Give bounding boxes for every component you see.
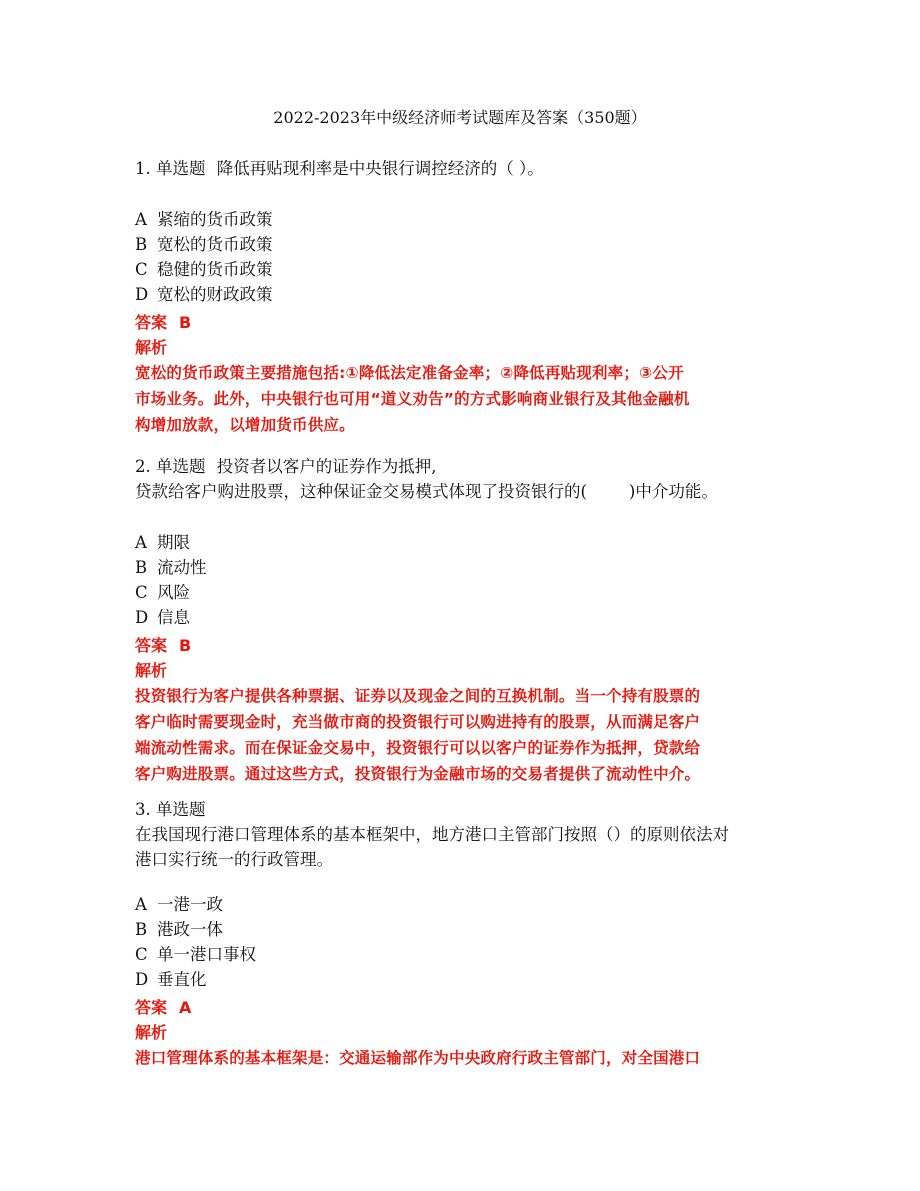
question-block-1 [135, 156, 790, 438]
options-list [135, 892, 790, 992]
answer-value: A [179, 998, 192, 1017]
option-letter: A [135, 895, 147, 914]
option-d [135, 967, 790, 992]
analysis-line: 客户购进股票。通过这些方式，投资银行为金融市场的交易者提供了流动性中介。 [135, 765, 701, 783]
question-number: 2. [135, 457, 151, 476]
option-text: 期限 [157, 533, 190, 552]
option-letter: D [135, 608, 149, 627]
question-stem [135, 156, 790, 181]
question-type: 单选题 [156, 800, 206, 819]
analysis-text [135, 683, 790, 787]
option-a [135, 207, 790, 232]
answer-value: B [179, 313, 192, 332]
option-c [135, 942, 790, 967]
analysis-label: 解析 [135, 1023, 168, 1042]
answer-label: 答案 [135, 998, 168, 1017]
analysis-line: 客户临时需要现金时，充当做市商的投资银行可以购进持有的股票，从而满足客户 [135, 713, 701, 731]
option-b [135, 555, 790, 580]
analysis-line: 港口管理体系的基本框架是：交通运输部作为中央政府行政主管部门，对全国港口 [135, 1049, 701, 1067]
analysis-text [135, 1045, 790, 1071]
option-text: 稳健的货币政策 [157, 260, 273, 279]
option-text: 信息 [157, 608, 190, 627]
option-d [135, 282, 790, 307]
answer-line [135, 633, 790, 658]
analysis-line: 市场业务。此外，中央银行也可用“道义劝告”的方式影响商业银行及其他金融机 [135, 390, 690, 408]
question-stem-line: 在我国现行港口管理体系的基本框架中，地方港口主管部门按照（）的原则依法对 [135, 825, 729, 844]
question-stem [135, 797, 790, 872]
option-text: 单一港口事权 [157, 945, 256, 964]
option-b [135, 232, 790, 257]
option-text: 宽松的财政政策 [157, 285, 273, 304]
option-d [135, 605, 790, 630]
question-stem-line: 投资者以客户的证券作为抵押, [216, 457, 437, 476]
option-c [135, 257, 790, 282]
option-text: 垂直化 [157, 970, 207, 989]
question-type: 单选题 [156, 457, 206, 476]
analysis-line: 构增加放款，以增加货币供应。 [135, 416, 355, 434]
option-text: 紧缩的货币政策 [157, 210, 273, 229]
option-letter: A [135, 533, 147, 552]
option-letter: C [135, 945, 148, 964]
option-text: 港政一体 [157, 920, 223, 939]
answer-value: B [179, 636, 192, 655]
question-stem-first-line [135, 454, 790, 479]
option-letter: C [135, 260, 148, 279]
question-block-3 [135, 797, 790, 1071]
question-number: 3. [135, 800, 151, 819]
option-letter: B [135, 920, 148, 939]
analysis-line: 宽松的货币政策主要措施包括:①降低法定准备金率；②降低再贴现利率；③公开 [135, 364, 684, 382]
question-stem-first-line [135, 797, 790, 822]
analysis-line: 端流动性需求。而在保证金交易中，投资银行可以以客户的证券作为抵押，贷款给 [135, 739, 701, 757]
answer-line [135, 310, 790, 335]
option-letter: A [135, 210, 147, 229]
option-c [135, 580, 790, 605]
question-stem-line: 贷款给客户购进股票，这种保证金交易模式体现了投资银行的( )中介功能。 [135, 482, 718, 501]
analysis-line: 投资银行为客户提供各种票据、证券以及现金之间的互换机制。当一个持有股票的 [135, 687, 701, 705]
analysis-label: 解析 [135, 338, 168, 357]
option-text: 风险 [157, 583, 190, 602]
option-text: 流动性 [157, 558, 207, 577]
option-a [135, 892, 790, 917]
analysis-label: 解析 [135, 661, 168, 680]
options-list [135, 530, 790, 630]
answer-line [135, 995, 790, 1020]
option-letter: B [135, 558, 148, 577]
question-stem-line: 降低再贴现利率是中央银行调控经济的（ ）。 [216, 159, 544, 178]
question-type: 单选题 [156, 159, 206, 178]
document-title: 2022-2023年中级经济师考试题库及答案（350题） [273, 108, 647, 127]
option-letter: D [135, 285, 149, 304]
option-letter: B [135, 235, 148, 254]
answer-label: 答案 [135, 636, 168, 655]
option-letter: D [135, 970, 149, 989]
answer-label: 答案 [135, 313, 168, 332]
option-text: 一港一政 [157, 895, 223, 914]
question-number: 1. [135, 159, 151, 178]
option-b [135, 917, 790, 942]
options-list [135, 207, 790, 307]
analysis-text [135, 360, 790, 438]
option-letter: C [135, 583, 148, 602]
option-text: 宽松的货币政策 [157, 235, 273, 254]
question-stem-line: 港口实行统一的行政管理。 [135, 850, 333, 869]
question-stem [135, 454, 790, 504]
option-a [135, 530, 790, 555]
question-block-2 [135, 454, 790, 787]
